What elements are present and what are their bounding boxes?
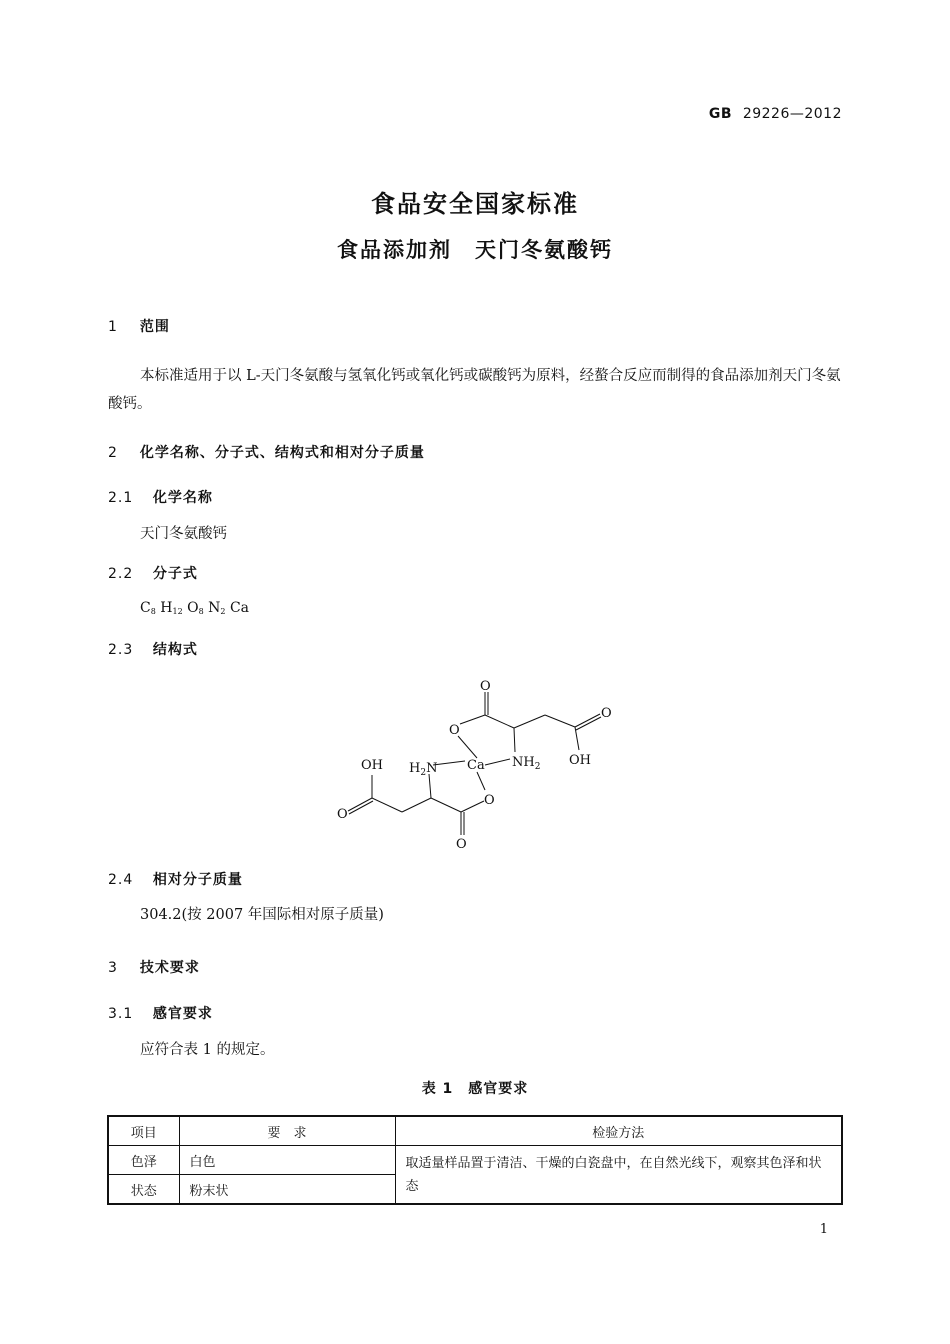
section-1-text: 本标准适用于以 L-天门冬氨酸与氢氧化钙或氧化钙或碳酸钙为原料，经螯合反应而制得的食品添加剂天门冬氨酸钙。 bbox=[108, 368, 841, 412]
svg-text:NH2: $NH_2$ bbox=[512, 755, 541, 772]
section-title: 分子式 bbox=[152, 566, 198, 582]
table-header-row bbox=[108, 1116, 842, 1146]
section-3-1-heading bbox=[108, 1003, 213, 1023]
section-number: 2.2 bbox=[108, 566, 134, 582]
section-title: 结构式 bbox=[152, 642, 198, 658]
header-requirement: 要 求 bbox=[179, 1116, 395, 1146]
section-title: 化学名称 bbox=[152, 490, 213, 506]
section-title: 技术要求 bbox=[139, 960, 200, 976]
section-number: 2.4 bbox=[108, 872, 134, 888]
section-2-4-heading bbox=[108, 869, 243, 889]
atom-o-top: O bbox=[480, 679, 491, 694]
row-item: 色泽 bbox=[108, 1146, 179, 1175]
section-2-3-heading bbox=[108, 639, 198, 659]
document-subtitle: 食品添加剂 天门冬氨酸钙 bbox=[337, 238, 613, 262]
section-number: 2 bbox=[108, 445, 118, 461]
structural-formula bbox=[325, 670, 625, 855]
row-requirement: 粉末状 bbox=[179, 1175, 395, 1205]
page-number: 1 bbox=[819, 1222, 828, 1237]
molecular-formula: $C_8$ $H_{12}$ $O_8$ $N_2$ Ca bbox=[140, 600, 250, 616]
section-title: 相对分子质量 bbox=[152, 872, 243, 888]
sensory-requirements-table bbox=[107, 1115, 843, 1205]
method-cell: 取适量样品置于清洁、干燥的白瓷盘中，在自然光线下，观察其色泽和状态 bbox=[395, 1146, 842, 1205]
table-caption: 表 1 感官要求 bbox=[421, 1081, 529, 1097]
section-2-heading bbox=[108, 442, 425, 462]
header-item: 项目 bbox=[108, 1116, 179, 1146]
atom-nh-right: NH bbox=[512, 755, 535, 770]
standard-code bbox=[709, 106, 842, 122]
section-2-2-heading bbox=[108, 563, 198, 583]
section-number: 3.1 bbox=[108, 1006, 134, 1022]
standard-number: 29226—2012 bbox=[742, 106, 842, 122]
section-2-1-heading bbox=[108, 487, 213, 507]
standard-prefix: GB bbox=[708, 106, 733, 122]
atom-calcium: Ca bbox=[467, 758, 485, 773]
section-number: 2.1 bbox=[108, 490, 134, 506]
section-number: 1 bbox=[108, 319, 118, 335]
section-number: 2.3 bbox=[108, 642, 134, 658]
table-row bbox=[108, 1146, 842, 1175]
section-number: 3 bbox=[108, 960, 118, 976]
atom-o-bottom: O bbox=[456, 837, 467, 852]
row-item: 状态 bbox=[108, 1175, 179, 1205]
section-title: 化学名称、分子式、结构式和相对分子质量 bbox=[139, 445, 425, 461]
header-method: 检验方法 bbox=[395, 1116, 842, 1146]
atom-o-right: O bbox=[601, 706, 612, 721]
document-title: 食品安全国家标准 bbox=[371, 190, 579, 218]
atom-o-ring-top: O bbox=[449, 723, 460, 738]
section-3-heading bbox=[108, 957, 200, 977]
row-requirement: 白色 bbox=[179, 1146, 395, 1175]
atom-nh2-left: N bbox=[426, 761, 438, 776]
molecular-mass: 304.2(按 2007 年国际相对原子质量) bbox=[140, 907, 384, 923]
atom-oh-right: OH bbox=[569, 753, 591, 768]
section-1-heading bbox=[108, 316, 170, 336]
section-title: 感官要求 bbox=[152, 1006, 213, 1022]
section-3-1-text: 应符合表 1 的规定。 bbox=[140, 1042, 275, 1058]
chemical-name: 天门冬氨酸钙 bbox=[140, 526, 227, 542]
atom-o-left: O bbox=[337, 807, 348, 822]
atom-o-ring-bottom: O bbox=[484, 793, 495, 808]
section-title: 范围 bbox=[139, 319, 170, 335]
svg-text:H2N: $H_2N$ bbox=[409, 761, 438, 778]
atom-oh-left: OH bbox=[361, 758, 383, 773]
